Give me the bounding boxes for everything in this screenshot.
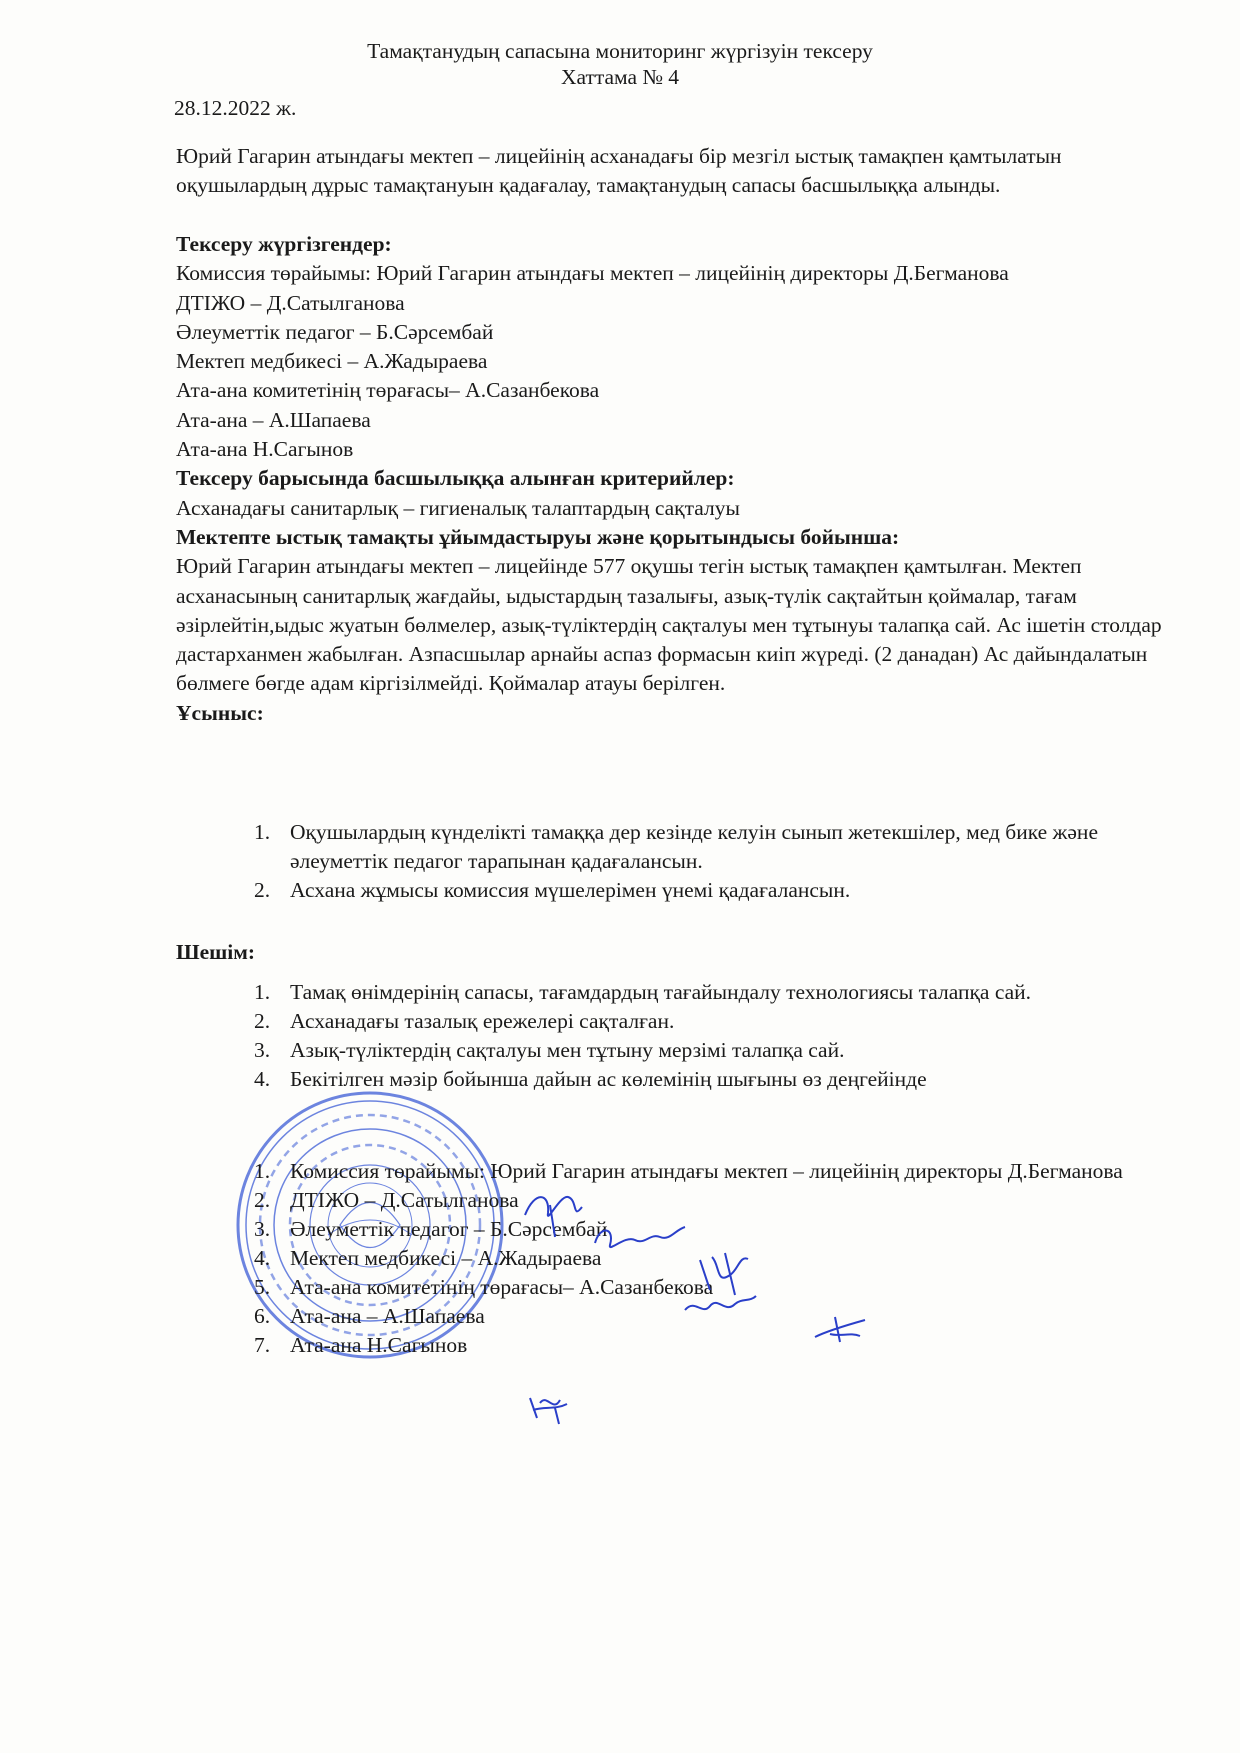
signature-7 bbox=[525, 1388, 575, 1426]
inspector-line: Ата-ана комитетінің төрағасы– А.Сазанбекова bbox=[176, 378, 600, 403]
inspectors-heading: Тексеру жүргізгендер: bbox=[176, 232, 392, 256]
list-item-text: Тамақ өнімдерінің сапасы, тағамдардың тағайындалу технологиясы талапқа сай. bbox=[290, 980, 1032, 1004]
protocol-number: Хаттама № 4 bbox=[560, 65, 680, 89]
document-header bbox=[0, 38, 1240, 90]
list-item bbox=[254, 818, 1174, 876]
list-item-number: 4. bbox=[254, 1246, 271, 1270]
proposal-list bbox=[254, 818, 1174, 905]
proposal-heading: Ұсыныс: bbox=[176, 700, 264, 725]
inspectors-section bbox=[176, 230, 1186, 728]
list-item-number: 2. bbox=[254, 1009, 271, 1033]
signatory-item bbox=[254, 1157, 1174, 1186]
signatory-text: ДТІЖО – Д.Сатылганова bbox=[290, 1188, 519, 1212]
organization-text: Юрий Гагарин атындағы мектеп – лицейінде 577 оқушы тегін ыстық тамақпен қамтылған. Мектеп асханасының санитарлық жағдайы, ыдыстардың тазалығы, азық-түлік сақтайтын қоймалар, тағам әзірлейтін,ыдыс жуатын бөлмелер, азық-түліктердің сақталуы мен тұтынуы талапқа сай. Ас ішетін столдар дастарханмен жабылған. Азпасшылар арнайы аспаз формасын киіп жүреді. (2 данадан) Ас дайындалатын бөлмеге бөгде адам кіргізілмейді. Қоймалар атауы берілген. bbox=[176, 554, 1162, 696]
list-item-text: Асхана жұмысы комиссия мүшелерімен үнемі қадағалансын. bbox=[290, 878, 851, 902]
list-item-number: 1. bbox=[254, 820, 271, 844]
list-item-number: 7. bbox=[254, 1333, 271, 1357]
inspector-line: Комиссия төрайымы: Юрий Гагарин атындағы мектеп – лицейінің директоры Д.Бегманова bbox=[176, 261, 1009, 286]
intro-paragraph: Юрий Гагарин атындағы мектеп – лицейінің асханадағы бір мезгіл ыстық тамақпен қамтылатын оқушылардың дұрыс тамақтануын қадағалау, тамақтанудың сапасы басшылыққа алынды. bbox=[176, 144, 1062, 198]
criteria-heading: Тексеру барысында басшылыққа алынған критерийлер: bbox=[176, 466, 735, 491]
signature-4 bbox=[680, 1288, 760, 1323]
list-item-number: 6. bbox=[254, 1304, 271, 1328]
list-item-number: 2. bbox=[254, 1188, 271, 1212]
list-item-number: 4. bbox=[254, 1067, 271, 1091]
inspector-line: Ата-ана Н.Сагынов bbox=[176, 437, 354, 462]
list-item bbox=[254, 1007, 1174, 1036]
criteria-text: Асханадағы санитарлық – гигиеналық талаптардың сақталуы bbox=[176, 495, 740, 520]
list-item-text: Асханадағы тазалық ережелері сақталған. bbox=[290, 1009, 675, 1033]
list-item-text: Оқушылардың күнделікті тамаққа дер кезінде келуін сынып жетекшілер, мед бике және әлеуметтік педагог тарапынан қадағалансын. bbox=[290, 820, 1098, 873]
document-title: Тамақтанудың сапасына мониторинг жүргізуін тексеру bbox=[367, 39, 873, 63]
signatory-text: Ата-ана комитетінің төрағасы– А.Сазанбекова bbox=[290, 1275, 714, 1299]
list-item-number: 1. bbox=[254, 1159, 271, 1183]
inspector-line: Әлеуметтік педагог – Б.Сәрсембай bbox=[176, 319, 494, 344]
list-item-number: 3. bbox=[254, 1217, 271, 1241]
signatory-item bbox=[254, 1215, 1174, 1244]
signature-5 bbox=[810, 1312, 870, 1347]
list-item-text: Азық-түліктердің сақталуы мен тұтыну мерзімі талапқа сай. bbox=[290, 1038, 845, 1062]
signature-1 bbox=[520, 1185, 600, 1240]
inspector-line: Ата-ана – А.Шапаева bbox=[176, 407, 371, 432]
signature-2 bbox=[590, 1215, 690, 1260]
document-date: 28.12.2022 ж. bbox=[174, 96, 297, 120]
list-item-number: 5. bbox=[254, 1275, 271, 1299]
decision-heading: Шешім: bbox=[176, 940, 256, 964]
signatory-text: Мектеп медбикесі – А.Жадыраева bbox=[290, 1246, 602, 1270]
list-item-number: 3. bbox=[254, 1038, 271, 1062]
list-item bbox=[254, 1036, 1174, 1065]
signatory-text: Әлеуметтік педагог – Б.Сәрсембай bbox=[290, 1217, 608, 1241]
organization-heading: Мектепте ыстық тамақты ұйымдастыруы және қорытындысы бойынша: bbox=[176, 524, 900, 549]
inspector-line: ДТІЖО – Д.Сатылганова bbox=[176, 290, 405, 315]
list-item-number: 1. bbox=[254, 980, 271, 1004]
list-item-text: Бекітілген мәзір бойынша дайын ас көлемінің шығыны өз деңгейінде bbox=[290, 1067, 927, 1091]
decision-list bbox=[254, 978, 1174, 1094]
signatory-text: Комиссия төрайымы: Юрий Гагарин атындағы мектеп – лицейінің директоры Д.Бегманова bbox=[290, 1159, 1123, 1183]
signatory-text: Ата-ана Н.Сагынов bbox=[290, 1333, 468, 1357]
signatory-text: Ата-ана – А.Шапаева bbox=[290, 1304, 485, 1328]
list-item bbox=[254, 876, 1174, 905]
list-item-number: 2. bbox=[254, 878, 271, 902]
list-item bbox=[254, 978, 1174, 1007]
inspector-line: Мектеп медбикесі – А.Жадыраева bbox=[176, 349, 488, 374]
signatory-item bbox=[254, 1186, 1174, 1215]
signatory-item bbox=[254, 1331, 1174, 1360]
